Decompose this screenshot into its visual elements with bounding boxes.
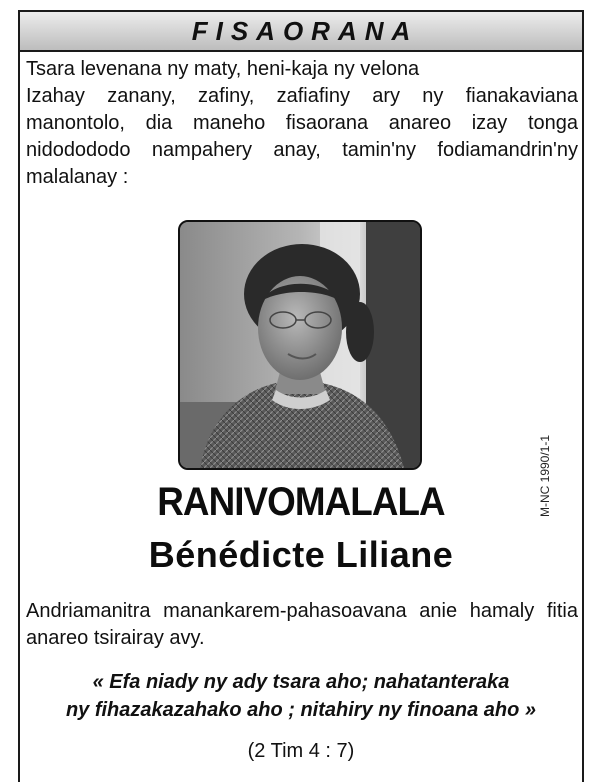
portrait-photo — [178, 220, 422, 470]
bible-quote-line-1: « Efa niady ny ady tsara aho; nahatanteraka — [92, 671, 510, 693]
page-title: FISAORANA — [191, 15, 419, 46]
intro-text — [26, 56, 578, 191]
reference-code: M-NC 1990/1-1 — [538, 434, 552, 517]
portrait-image — [180, 222, 420, 468]
deceased-surname: RANIVOMALALA — [157, 480, 445, 524]
deceased-given-names: Bénédicte Liliane — [148, 534, 454, 575]
bible-verse-reference: (2 Tim 4 : 7) — [247, 740, 355, 762]
bible-quote-line-2: ny fihazakazahako aho ; nitahiry ny finoana aho » — [65, 699, 537, 721]
prayer-text: Andriamanitra manankarem-pahasoavana anie hamaly fitia anareo tsirairay avy. — [26, 600, 578, 649]
bible-quote — [20, 668, 582, 724]
header-bar — [20, 12, 582, 52]
intro-paragraph: Izahay zanany, zafiny, zafiafiny ary ny fianakaviana manontolo, dia maneho fisaorana anareo izay tonga nidodododo nampahery anay, tamin'ny fodiamandrin'ny malalanay : — [26, 85, 578, 188]
intro-proverb: Tsara levenana ny maty, heni-kaja ny velona — [26, 58, 420, 80]
notice-frame — [18, 10, 584, 782]
